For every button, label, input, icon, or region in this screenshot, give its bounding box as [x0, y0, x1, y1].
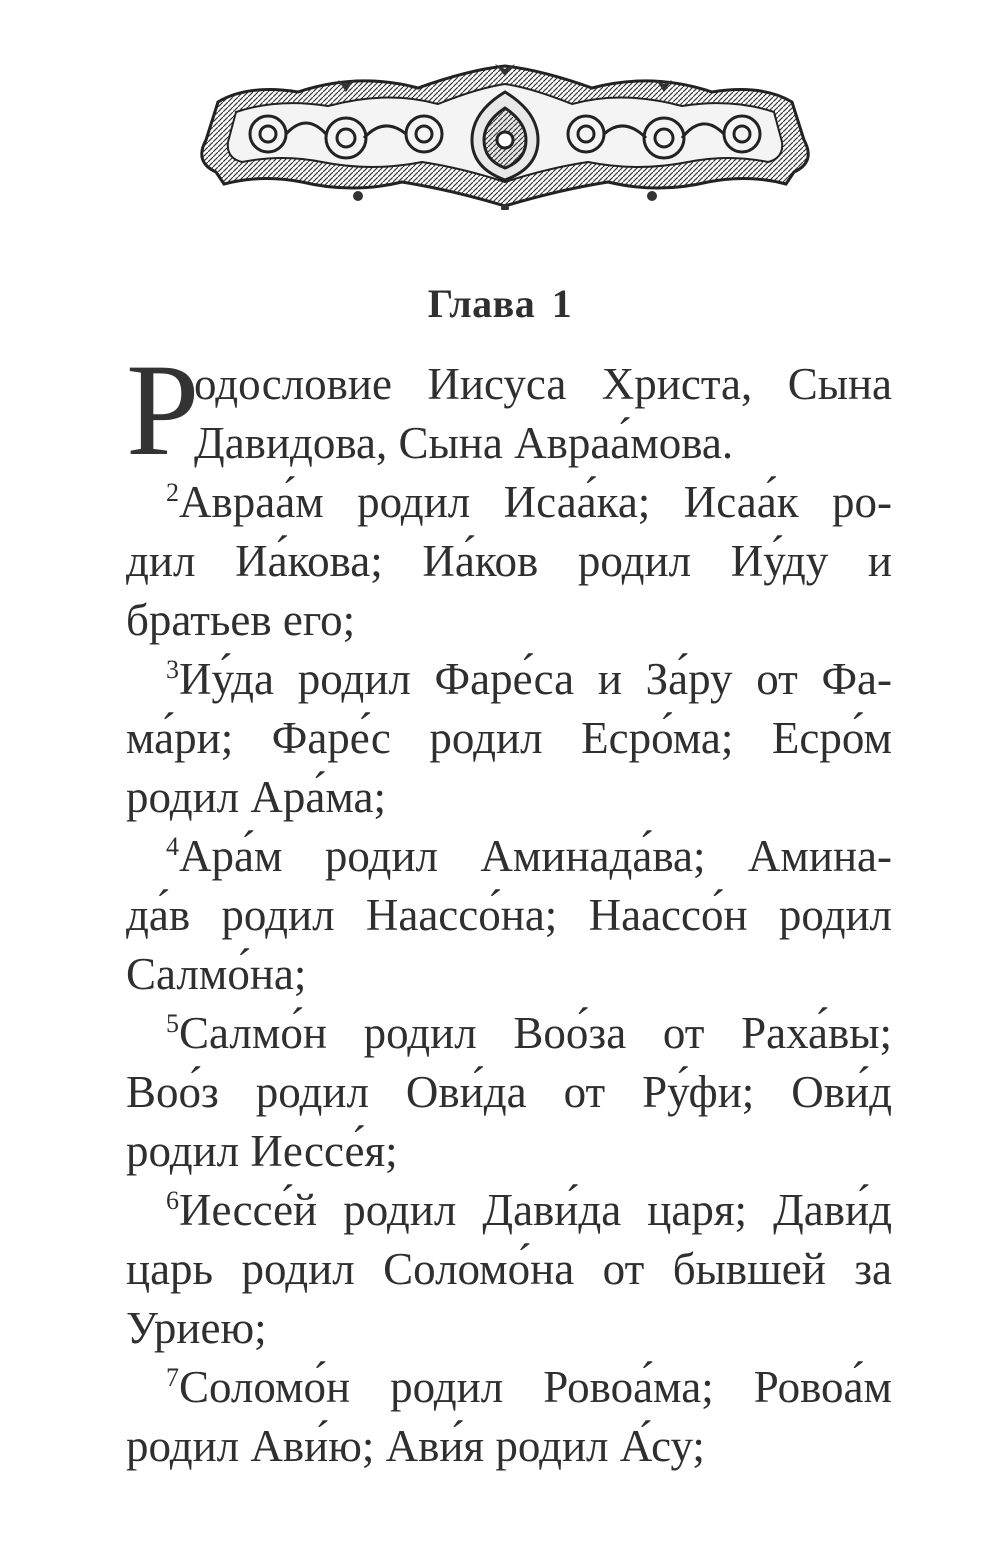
verse-line: Уриею; [126, 1303, 267, 1353]
verse-line [126, 473, 892, 532]
verse-text: Салмо́н родил Воо́за от Раха́вы; [179, 1008, 892, 1058]
verse-line: царь родил Соломо́на от бывшей за [126, 1244, 892, 1294]
verse-line: Салмо́на; [126, 949, 307, 999]
verse-text: Соломо́н родил Ровоа́ма; Ровоа́м [179, 1362, 892, 1412]
verse-line: Давидова, Сына Авраа́мова. [194, 418, 734, 468]
verse-line [126, 1358, 892, 1417]
chapter-title: Глава 1 [427, 281, 573, 326]
verse-line: родил Иессе́я; [126, 1126, 398, 1176]
verse-line: дил Иа́кова; Иа́ков родил Иу́ду и [126, 536, 892, 586]
scripture-text [126, 355, 892, 1476]
verse-line [126, 1004, 892, 1063]
verse-text: Ара́м родил Аминада́ва; Амина- [179, 831, 892, 881]
verse-number: 4 [166, 832, 179, 861]
verse-text: Авраа́м родил Исаа́ка; Исаа́к ро- [179, 477, 892, 527]
verse-number: 2 [166, 478, 179, 507]
ornament-header [188, 62, 822, 210]
verse-line: да́в родил Наассо́на; Наассо́н родил [126, 890, 892, 940]
verse-line: ма́ри; Фаре́с родил Есро́ма; Есро́м [126, 713, 892, 763]
drop-cap: Р [126, 336, 200, 483]
verse-number: 6 [166, 1186, 179, 1215]
verse-text: Иессе́й родил Дави́да царя; Дави́д [179, 1185, 892, 1235]
verse-line: Воо́з родил Ови́да от Ру́фи; Ови́д [126, 1067, 892, 1117]
verse-line [126, 650, 892, 709]
verse-number: 5 [166, 1009, 179, 1038]
verse-text: Иу́да родил Фаре́са и За́ру от Фа- [179, 654, 892, 704]
verse-line: родил Ара́ма; [126, 772, 387, 822]
verse-line [126, 1181, 892, 1240]
verse-number: 7 [166, 1363, 179, 1392]
verse-line: родил Ави́ю; Ави́я родил А́су; [126, 1421, 705, 1471]
verse-line [126, 827, 892, 886]
verse-line: братьев его; [126, 595, 356, 645]
verse-line: одословие Иисуса Христа, Сына [194, 359, 892, 409]
verse-number: 3 [166, 655, 179, 684]
